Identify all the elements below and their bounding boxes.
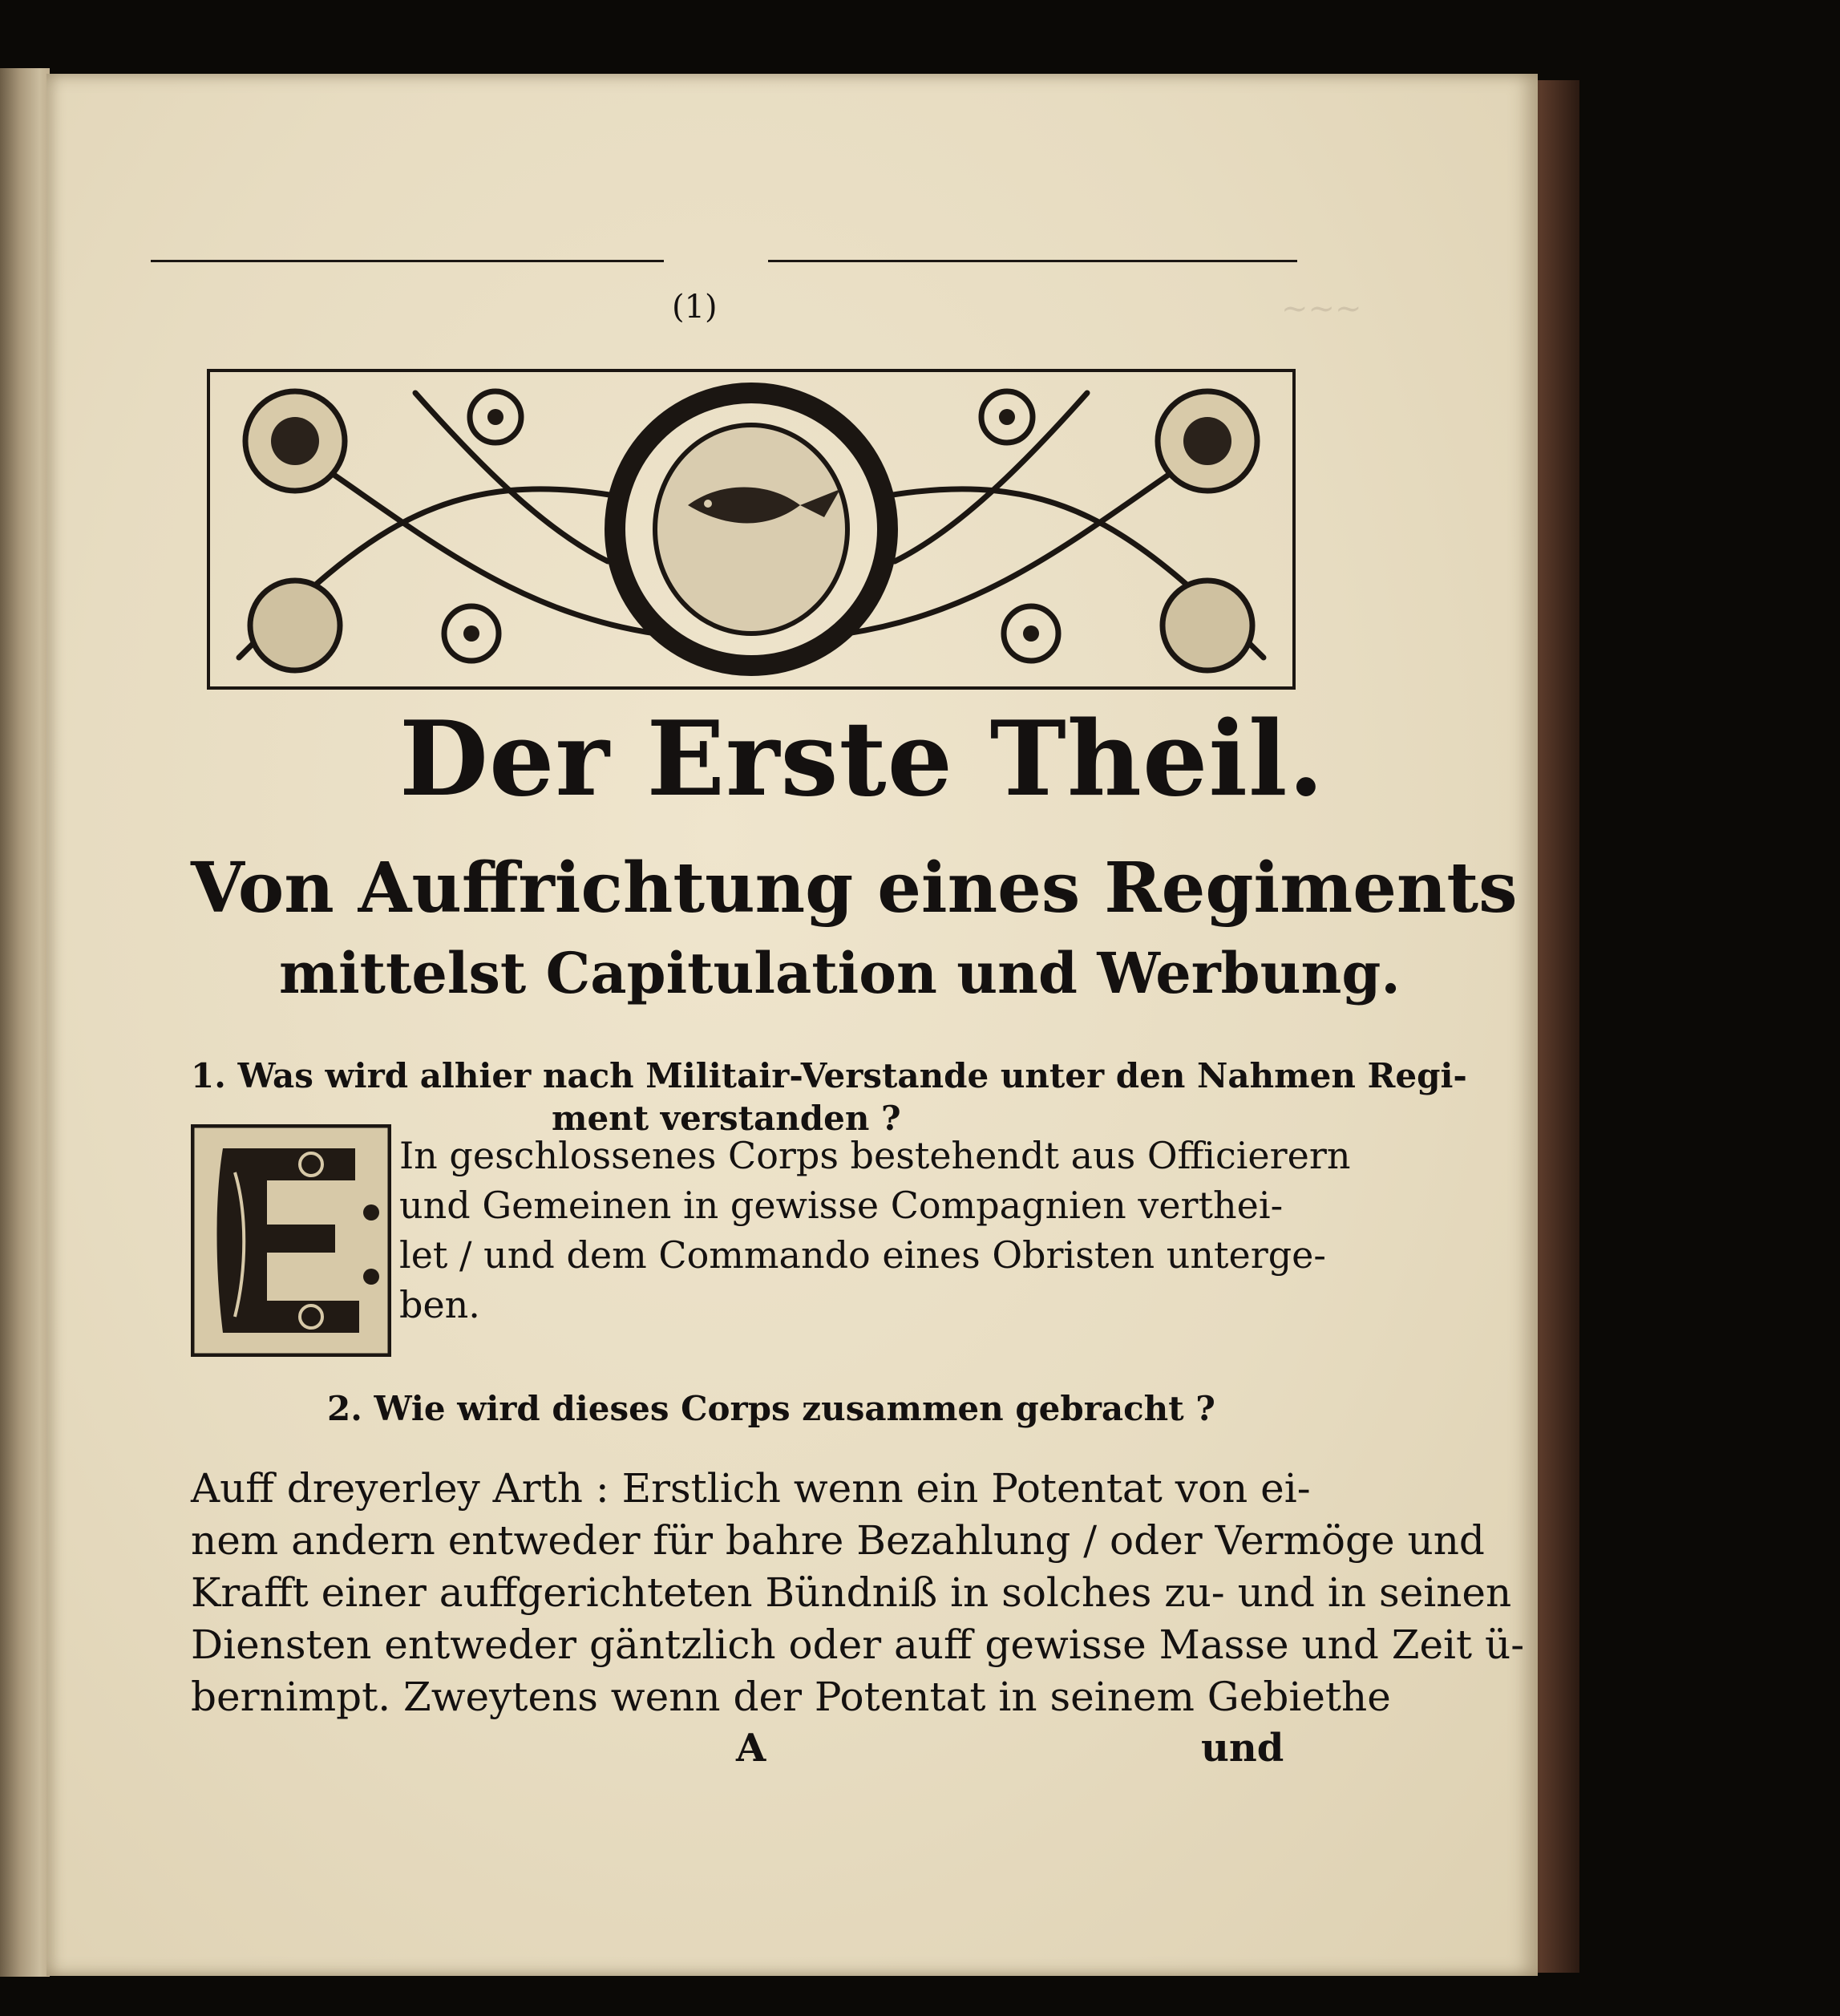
- header-rule-right: [768, 260, 1297, 262]
- answer-2-line1: Auff dreyerley Arth : Erstlich wenn ein Potentat von ei-: [191, 1465, 1311, 1512]
- bleed-through-mark: ~~~: [1281, 290, 1362, 327]
- header-rule-left: [151, 260, 664, 262]
- signature-mark: A: [736, 1726, 766, 1771]
- answer-2-line3: Krafft einer auffgerichteten Bündniß in solches zu- und in seinen: [191, 1569, 1512, 1616]
- page-number: (1): [672, 289, 718, 326]
- answer-1-line1: In geschlossenes Corps bestehendt aus Officierern: [399, 1134, 1351, 1177]
- question-1-line2: ment verstanden ?: [552, 1099, 901, 1138]
- chapter-title: Der Erste Theil.: [399, 699, 1325, 820]
- woodcut-ornament-banner: [207, 369, 1296, 690]
- answer-1-line4: ben.: [399, 1283, 480, 1326]
- catchword: und: [1201, 1726, 1284, 1771]
- answer-2-line2: nem andern entweder für bahre Bezahlung / oder Vermöge und: [191, 1517, 1485, 1564]
- question-2-line1: 2. Wie wird dieses Corps zusammen gebracht ?: [327, 1389, 1215, 1428]
- decorated-initial-E: [191, 1124, 391, 1357]
- document-page: [47, 74, 1538, 1976]
- answer-2-line4: Diensten entweder gäntzlich oder auff gewisse Masse und Zeit ü-: [191, 1621, 1525, 1668]
- chapter-subtitle-line2: mittelst Capitulation und Werbung.: [279, 940, 1401, 1006]
- chapter-subtitle-line1: Von Auffrichtung eines Regiments: [191, 848, 1518, 929]
- question-1-line1: 1. Was wird alhier nach Militair-Verstande unter den Nahmen Regi-: [191, 1056, 1467, 1095]
- answer-1-line3: let / und dem Commando eines Obristen unterge-: [399, 1233, 1326, 1277]
- book-edge-left: [0, 68, 50, 1977]
- answer-2-line5: bernimpt. Zweytens wenn der Potentat in seinem Gebiethe: [191, 1674, 1391, 1720]
- answer-1-line2: und Gemeinen in gewisse Compagnien verthei-: [399, 1184, 1284, 1227]
